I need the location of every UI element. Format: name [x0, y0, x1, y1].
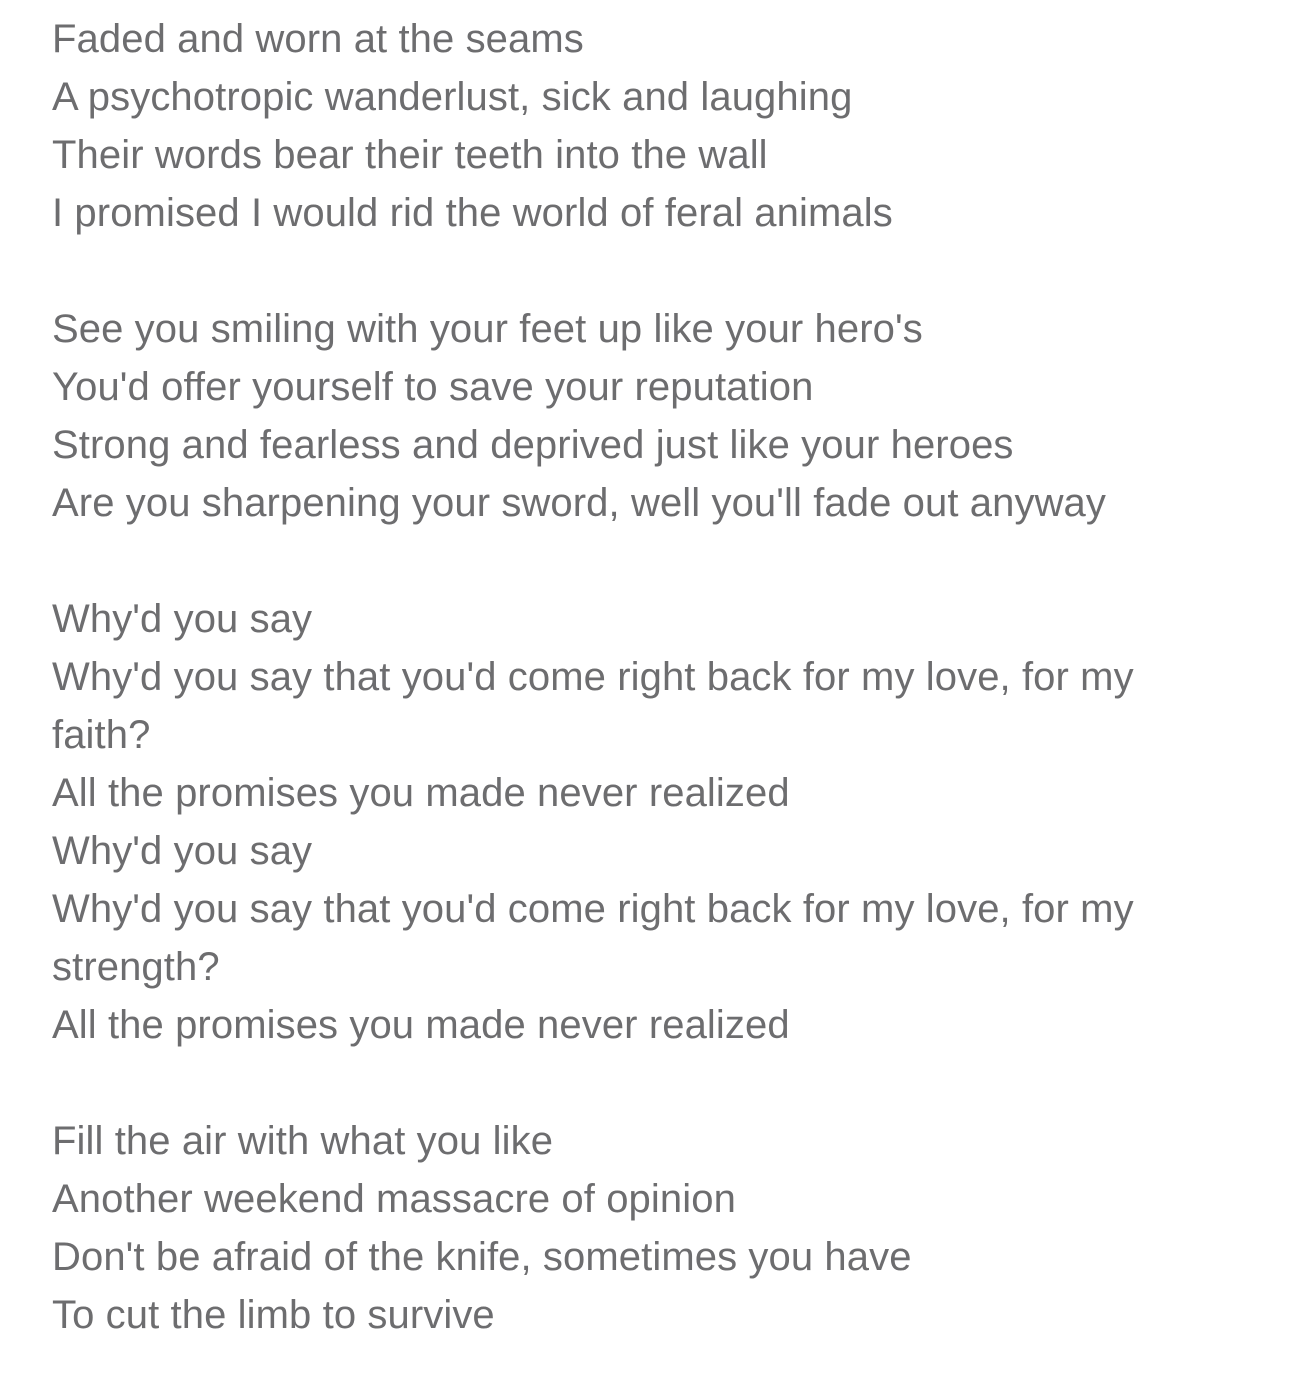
lyric-line: Don't be afraid of the knife, sometimes you have [52, 1235, 912, 1279]
stanza-gap [52, 242, 1238, 300]
lyric-line: Are you sharpening your sword, well you'll fade out anyway [52, 481, 1107, 525]
lyric-line: All the promises you made never realized [52, 771, 790, 815]
lyric-line: All the promises you made never realized [52, 1003, 790, 1047]
lyric-line: Why'd you say that you'd come right back for my love, for my [52, 655, 1134, 699]
lyric-line: Faded and worn at the seams [52, 17, 584, 61]
lyric-line: To cut the limb to survive [52, 1293, 495, 1337]
lyric-line: Their words bear their teeth into the wall [52, 133, 768, 177]
lyric-line: Strong and fearless and deprived just like your heroes [52, 423, 1014, 467]
lyric-line: Why'd you say that you'd come right back for my love, for my [52, 887, 1134, 931]
lyric-line: You'd offer yourself to save your reputation [52, 365, 814, 409]
lyric-line: Why'd you say [52, 829, 313, 873]
stanza-3 [52, 590, 1238, 1054]
lyric-line: faith? [52, 713, 151, 757]
stanza-4 [52, 1112, 1238, 1344]
lyric-line: A psychotropic wanderlust, sick and laughing [52, 75, 853, 119]
stanza-1 [52, 10, 1238, 242]
lyric-line: Fill the air with what you like [52, 1119, 554, 1163]
stanza-gap [52, 1054, 1238, 1112]
lyric-line: I promised I would rid the world of feral animals [52, 191, 893, 235]
stanza-gap [52, 532, 1238, 590]
lyric-line: Why'd you say [52, 597, 313, 641]
lyric-line: Another weekend massacre of opinion [52, 1177, 736, 1221]
lyric-line: strength? [52, 945, 220, 989]
lyric-line: See you smiling with your feet up like your hero's [52, 307, 923, 351]
stanza-2 [52, 300, 1238, 532]
